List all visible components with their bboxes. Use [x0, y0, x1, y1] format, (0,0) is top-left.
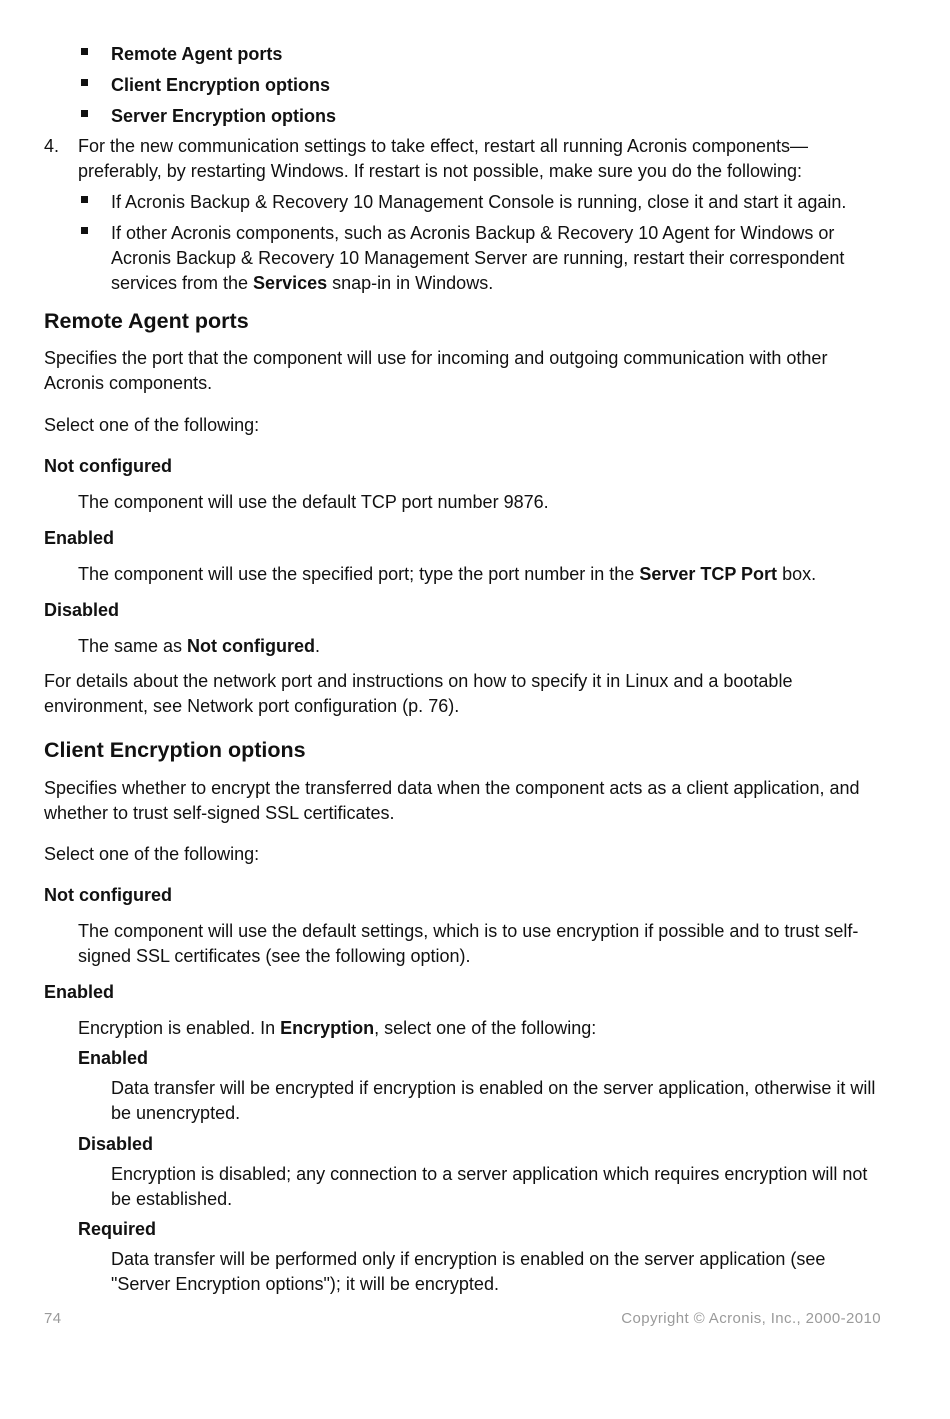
step-bullet-1: If Acronis Backup & Recovery 10 Management Console is running, close it and start it again. — [111, 192, 847, 212]
step-number: 4. — [44, 136, 60, 156]
bullet-icon — [81, 196, 88, 203]
option-label: Enabled — [44, 528, 115, 548]
client-encryption-select: Select one of the following: — [44, 844, 260, 864]
remote-agent-description: Specifies the port that the component will use for incoming and outgoing communication with other Acronis components. — [44, 348, 828, 393]
list-item: Client Encryption options — [111, 75, 330, 95]
option-text: The same as Not configured. — [78, 636, 321, 656]
option-label: Not configured — [44, 456, 172, 476]
bullet-icon — [81, 110, 88, 117]
bullet-icon — [81, 227, 88, 234]
page-number: 74 — [44, 1310, 62, 1327]
sub-option-label: Required — [78, 1219, 157, 1239]
bullet-icon — [81, 79, 88, 86]
option-label: Disabled — [44, 600, 120, 620]
option-text: The component will use the specified port; type the port number in the Server TCP Port box. — [78, 564, 817, 584]
client-encryption-description: Specifies whether to encrypt the transferred data when the component acts as a client application, and whether to trust self-signed SSL certificates. — [44, 778, 860, 823]
list-item: Remote Agent ports — [111, 44, 283, 64]
encryption-term: Encryption — [280, 1018, 375, 1038]
sub-option-label: Enabled — [78, 1048, 149, 1068]
step-text: For the new communication settings to take effect, restart all running Acronis components—preferably, by restarting Windows. If restart is not possible, make sure you do the following: — [78, 136, 809, 181]
section-heading-remote-agent: Remote Agent ports — [44, 309, 249, 333]
copyright: Copyright © Acronis, Inc., 2000-2010 — [621, 1310, 881, 1327]
services-term: Services — [253, 273, 328, 293]
sub-option-text: Data transfer will be performed only if encryption is enabled on the server application (see "Server Encryption options"); it will be encrypted. — [111, 1249, 826, 1294]
sub-option-text: Data transfer will be encrypted if encryption is enabled on the server application, otherwise it will be unencrypted. — [111, 1078, 876, 1123]
remote-agent-select: Select one of the following: — [44, 415, 260, 435]
remote-agent-details: For details about the network port and instructions on how to specify it in Linux and a bootable environment, see Network port configuration (p. 76). — [44, 671, 793, 716]
section-heading-client-encryption: Client Encryption options — [44, 738, 306, 762]
option-text: Encryption is enabled. In Encryption, select one of the following: — [78, 1018, 597, 1038]
list-item: Server Encryption options — [111, 106, 337, 126]
option-text: The component will use the default settings, which is to use encryption if possible and to trust self-signed SSL certificates (see the following option). — [78, 921, 859, 966]
option-text: The component will use the default TCP port number 9876. — [78, 492, 549, 512]
option-label: Not configured — [44, 885, 172, 905]
step-bullet-2: If other Acronis components, such as Acronis Backup & Recovery 10 Agent for Windows or Acronis Backup & Recovery 10 Management Server are running, restart their correspondent services from the Services snap-in in Windows. — [111, 223, 845, 293]
sub-option-text: Encryption is disabled; any connection to a server application which requires encryption will not be established. — [111, 1164, 868, 1209]
sub-option-label: Disabled — [78, 1134, 154, 1154]
server-tcp-port-term: Server TCP Port — [639, 564, 778, 584]
option-label: Enabled — [44, 982, 115, 1002]
bullet-icon — [81, 48, 88, 55]
